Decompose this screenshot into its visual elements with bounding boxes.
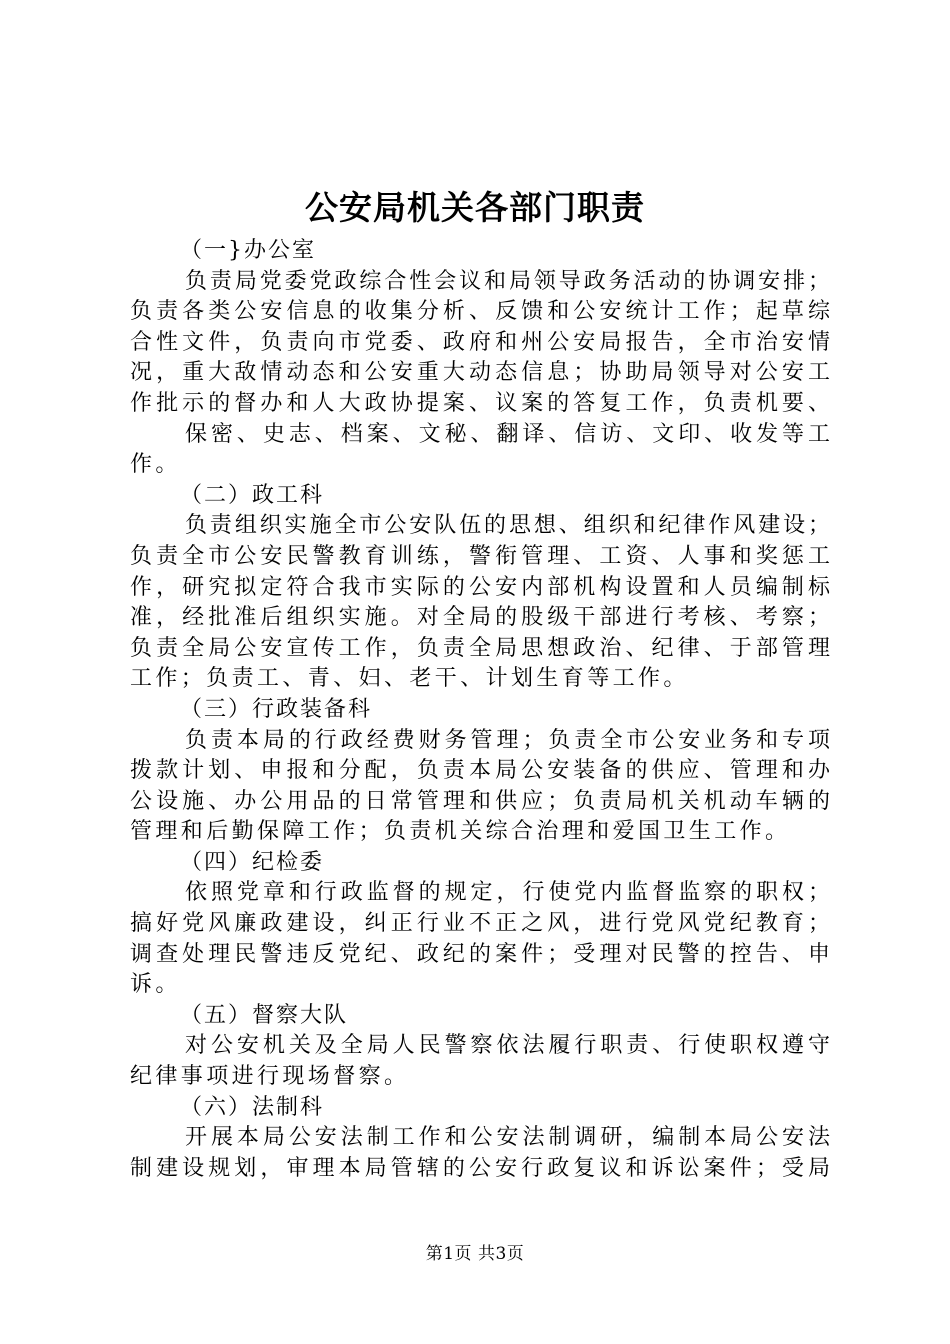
document-body <box>130 236 830 1184</box>
document-title: 公安局机关各部门职责 <box>305 188 645 227</box>
paragraph-line: 况，重大敌情动态和公安重大动态信息；协助局领导对公安工 <box>130 360 830 386</box>
paragraph-first-line: 对公安机关及全局人民警察依法履行职责、行使职权遵守 <box>185 1033 830 1059</box>
paragraph-line: 制建设规划，审理本局管辖的公安行政复议和诉讼案件；受局 <box>130 1155 830 1181</box>
paragraph-line: 拨款计划、申报和分配，负责本局公安装备的供应、管理和办 <box>130 758 830 784</box>
section-heading: （四）纪检委 <box>180 849 325 875</box>
section-heading: （五）督察大队 <box>180 1002 349 1028</box>
paragraph-first-line: 负责组织实施全市公安队伍的思想、组织和纪律作风建设； <box>185 513 830 539</box>
paragraph-line: 搞好党风廉政建设，纠正行业不正之风，进行党风党纪教育； <box>130 911 830 937</box>
paragraph-line: 合性文件，负责向市党委、政府和州公安局报告，全市治安情 <box>130 329 830 355</box>
section-heading: （三）行政装备科 <box>180 696 373 722</box>
paragraph-line: 负责全市公安民警教育训练，警衔管理、工资、人事和奖惩工 <box>130 543 830 569</box>
paragraph-line: 准，经批准后组织实施。对全局的股级干部进行考核、考察； <box>130 605 830 631</box>
paragraph-first-line: 负责局党委党政综合性会议和局领导政务活动的协调安排； <box>185 268 830 294</box>
paragraph-first-line: 依照党章和行政监督的规定，行使党内监督监察的职权； <box>185 880 830 906</box>
paragraph-line: 负责各类公安信息的收集分析、反馈和公安统计工作；起草综 <box>130 299 830 325</box>
section-heading: （二）政工科 <box>180 482 325 508</box>
paragraph-line: 作批示的督办和人大政协提案、议案的答复工作，负责机要、 <box>130 390 830 416</box>
paragraph-line: 作，研究拟定符合我市实际的公安内部机构设置和人员编制标 <box>130 574 830 600</box>
section-heading: （六）法制科 <box>180 1094 325 1120</box>
paragraph-line: 工作；负责工、青、妇、老干、计划生育等工作。 <box>130 666 689 692</box>
page-footer: 第1页 共3页 <box>425 1244 525 1264</box>
paragraph-first-line: 开展本局公安法制工作和公安法制调研，编制本局公安法 <box>185 1125 830 1151</box>
paragraph-line: 作。 <box>130 452 181 478</box>
paragraph-line: 调查处理民警违反党纪、政纪的案件；受理对民警的控告、申 <box>130 941 830 967</box>
paragraph-line: 纪律事项进行现场督察。 <box>130 1064 410 1090</box>
paragraph-line: 诉。 <box>130 972 181 998</box>
paragraph-first-line: 保密、史志、档案、文秘、翻译、信访、文印、收发等工 <box>185 421 830 447</box>
paragraph-line: 公设施、办公用品的日常管理和供应；负责局机关机动车辆的 <box>130 788 830 814</box>
paragraph-line: 管理和后勤保障工作；负责机关综合治理和爱国卫生工作。 <box>130 819 791 845</box>
paragraph-first-line: 负责本局的行政经费财务管理；负责全市公安业务和专项 <box>185 727 830 753</box>
paragraph-line: 负责全局公安宣传工作，负责全局思想政治、纪律、于部管理 <box>130 635 830 661</box>
section-heading: （一}办公室 <box>180 238 316 263</box>
